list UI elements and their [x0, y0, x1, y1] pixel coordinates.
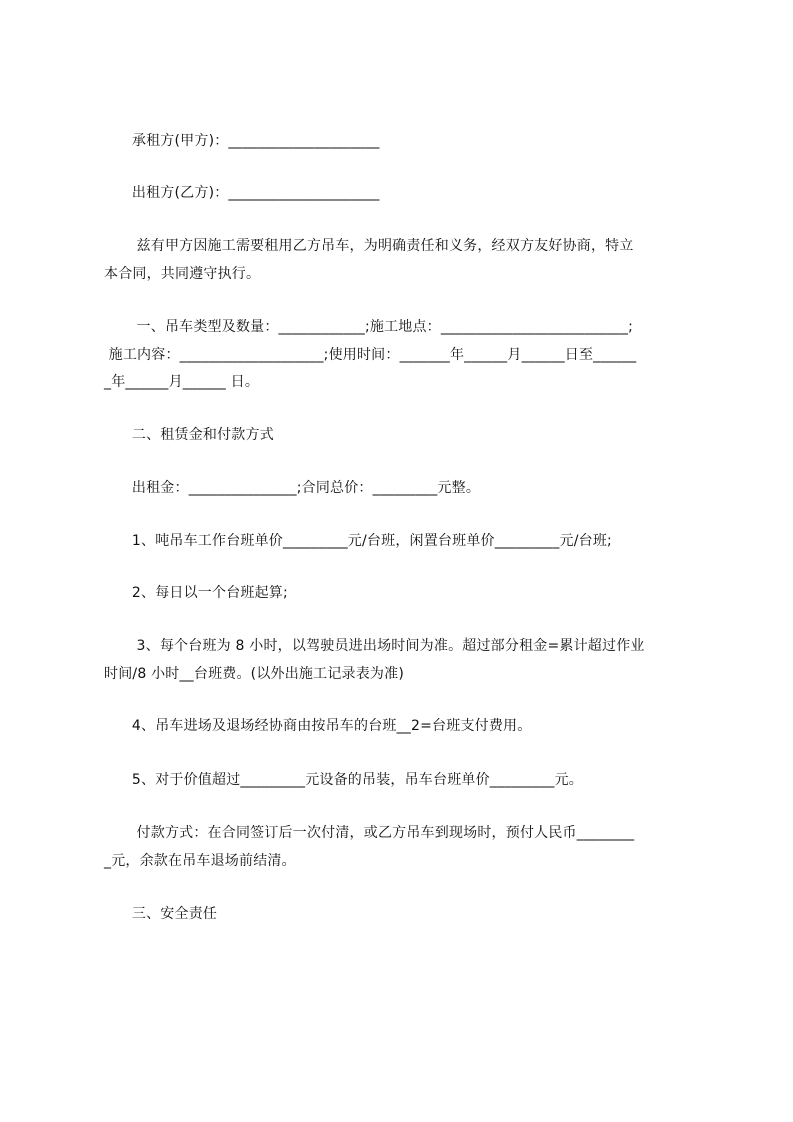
section-1-line-2: 施工内容：____________________;使用时间：_______年______月______日至______: [104, 347, 637, 363]
clause-4-line: 4、吊车进场及退场经协商由按吊车的台班__2=台班支付费用。: [104, 718, 532, 734]
lessor-party-b-line: 出租方(乙方)：_____________________: [104, 185, 380, 201]
clause-5-line: 5、对于价值超过_________元设备的吊装，吊车台班单价_________元。: [104, 772, 584, 788]
clause-2-line: 2、每日以一个台班起算;: [104, 585, 288, 601]
rent-and-total-price-line: 出租金：_______________;合同总价：_________元整。: [104, 480, 481, 496]
payment-method-line-1: 付款方式：在合同签订后一次付清，或乙方吊车到现场时，预付人民币________: [104, 825, 635, 841]
preamble-line-2: 本合同，共同遵守执行。: [104, 266, 261, 282]
section-1-line-3: _年______月______ 日。: [104, 374, 260, 390]
clause-3-line-2: 时间/8 小时__台班费。(以外出施工记录表为准): [104, 666, 404, 682]
section-2-heading: 二、租赁金和付款方式: [104, 427, 274, 443]
preamble-line-1: 兹有甲方因施工需要租用乙方吊车，为明确责任和义务，经双方友好协商，特立: [104, 238, 634, 254]
lessee-party-a-line: 承租方(甲方)：_____________________: [104, 133, 380, 149]
section-3-heading: 三、安全责任: [104, 906, 218, 922]
clause-3-line-1: 3、每个台班为 8 小时，以驾驶员进出场时间为准。超过部分租金=累计超过作业: [104, 638, 645, 654]
section-1-line-1: 一、吊车类型及数量：____________;施工地点：__________________________;: [104, 319, 633, 335]
payment-method-line-2: _元，余款在吊车退场前结清。: [104, 853, 296, 869]
clause-1-line: 1、吨吊车工作台班单价_________元/台班，闲置台班单价_________元/台班;: [104, 533, 612, 549]
